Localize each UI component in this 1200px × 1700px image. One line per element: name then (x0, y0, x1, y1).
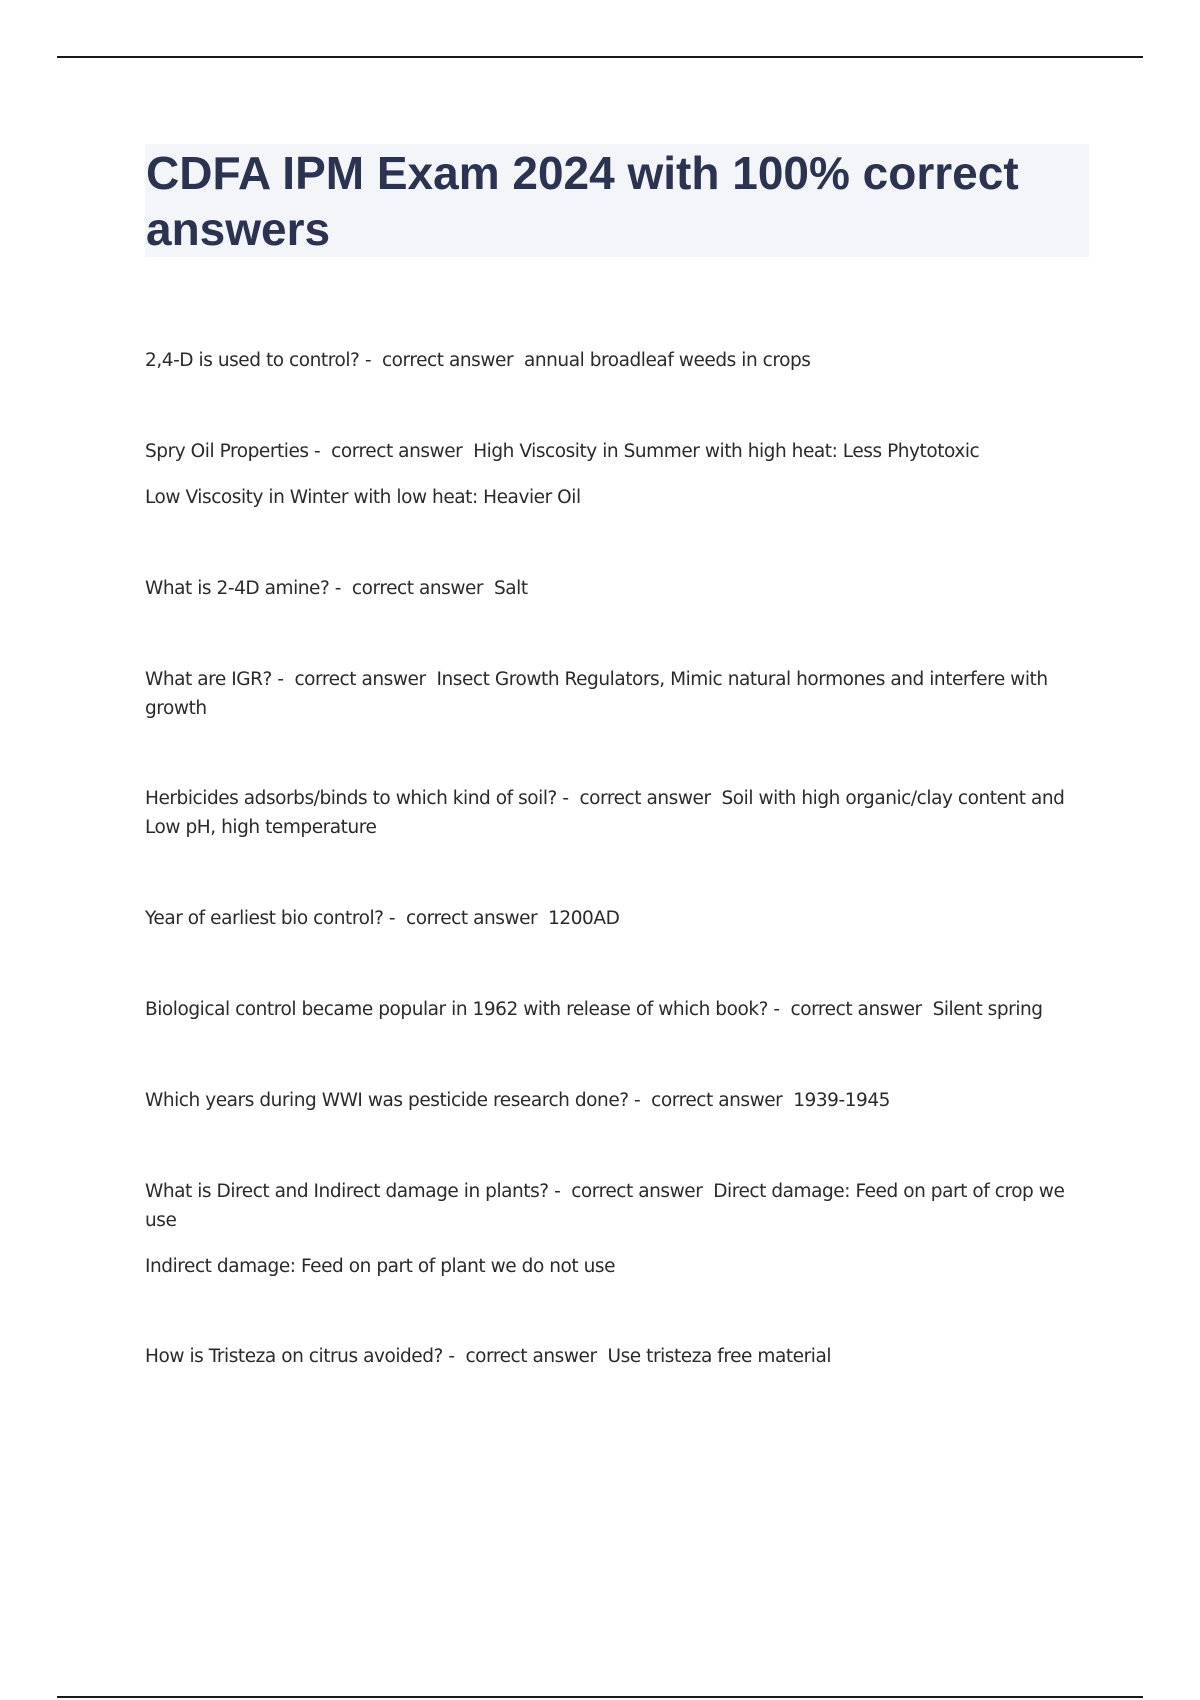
answer-text: Use tristeza free material (607, 1346, 832, 1367)
answer-marker: correct answer (381, 350, 514, 371)
qa-entry (145, 784, 1090, 842)
qa-line: Which years during WWI was pesticide research done? - correct answer 1939-1945 (145, 1090, 891, 1111)
answer-text: 1200AD (548, 908, 620, 929)
qa-line: How is Tristeza on citrus avoided? - correct answer Use tristeza free material (145, 1346, 832, 1367)
answer-text: Direct damage: Feed on part of crop we use (145, 1181, 1065, 1231)
answer-marker: correct answer (294, 669, 426, 690)
qa-entry (145, 1177, 1090, 1281)
title-banner (145, 144, 1089, 257)
qa-line: 2,4-D is used to control? - correct answer annual broadleaf weeds in crops (145, 350, 811, 371)
answer-text: Silent spring (932, 999, 1043, 1020)
question-text: How is Tristeza on citrus avoided? (145, 1346, 443, 1367)
answer-text: annual broadleaf weeds in crops (524, 350, 811, 371)
answer-marker: correct answer (331, 441, 463, 462)
answer-continuation: Low Viscosity in Winter with low heat: Heavier Oil (145, 487, 581, 508)
question-text: What is Direct and Indirect damage in plants? (145, 1181, 549, 1202)
qa-entry (145, 346, 1090, 375)
answer-text: High Viscosity in Summer with high heat: Less Phytotoxic (473, 441, 980, 462)
answer-marker: correct answer (465, 1346, 597, 1367)
answer-marker: correct answer (579, 788, 711, 809)
question-text: Spry Oil Properties (145, 441, 309, 462)
answer-text: Soil with high organic/clay content and Low pH, high temperature (145, 788, 1065, 838)
qa-entry (145, 1342, 1090, 1371)
answer-text: Insect Growth Regulators, Mimic natural hormones and interfere with growth (145, 669, 1048, 719)
question-text: What are IGR? (145, 669, 272, 690)
qa-line: Spry Oil Properties - correct answer High Viscosity in Summer with high heat: Less Phytotoxic (145, 441, 980, 462)
question-text: Biological control became popular in 1962 with release of which book? (145, 999, 768, 1020)
qa-entry (145, 1086, 1090, 1115)
qa-line: What is Direct and Indirect damage in plants? - correct answer Direct damage: Feed on part of crop we use (145, 1181, 1065, 1231)
qa-line: Year of earliest bio control? - correct answer 1200AD (145, 908, 620, 929)
qa-line: What are IGR? - correct answer Insect Growth Regulators, Mimic natural hormones and interfere with growth (145, 669, 1048, 719)
qa-line: What is 2-4D amine? - correct answer Salt (145, 578, 528, 599)
footer-rule (57, 1696, 1143, 1698)
qa-entry (145, 665, 1090, 723)
qa-entry (145, 437, 1090, 512)
header-rule (57, 56, 1143, 58)
question-text: What is 2-4D amine? (145, 578, 330, 599)
answer-marker: correct answer (790, 999, 922, 1020)
question-text: Herbicides adsorbs/binds to which kind of soil? (145, 788, 557, 809)
qa-line: Herbicides adsorbs/binds to which kind of soil? - correct answer Soil with high organic/clay content and Low pH, high temperature (145, 788, 1065, 838)
qa-line: Biological control became popular in 1962 with release of which book? - correct answer Silent spring (145, 999, 1043, 1020)
qa-entry (145, 995, 1090, 1024)
answer-marker: correct answer (406, 908, 538, 929)
qa-entry (145, 574, 1090, 603)
question-text: Year of earliest bio control? (145, 908, 384, 929)
question-text: 2,4-D is used to control? (145, 350, 360, 371)
answer-continuation: Indirect damage: Feed on part of plant we do not use (145, 1256, 616, 1277)
answer-marker: correct answer (571, 1181, 703, 1202)
answer-text: Salt (493, 578, 528, 599)
answer-text: 1939-1945 (793, 1090, 891, 1111)
qa-entry (145, 904, 1090, 933)
document-title: CDFA IPM Exam 2024 with 100% correct answers (146, 147, 1019, 255)
question-text: Which years during WWI was pesticide research done? (145, 1090, 629, 1111)
answer-marker: correct answer (651, 1090, 783, 1111)
answer-marker: correct answer (351, 578, 484, 599)
